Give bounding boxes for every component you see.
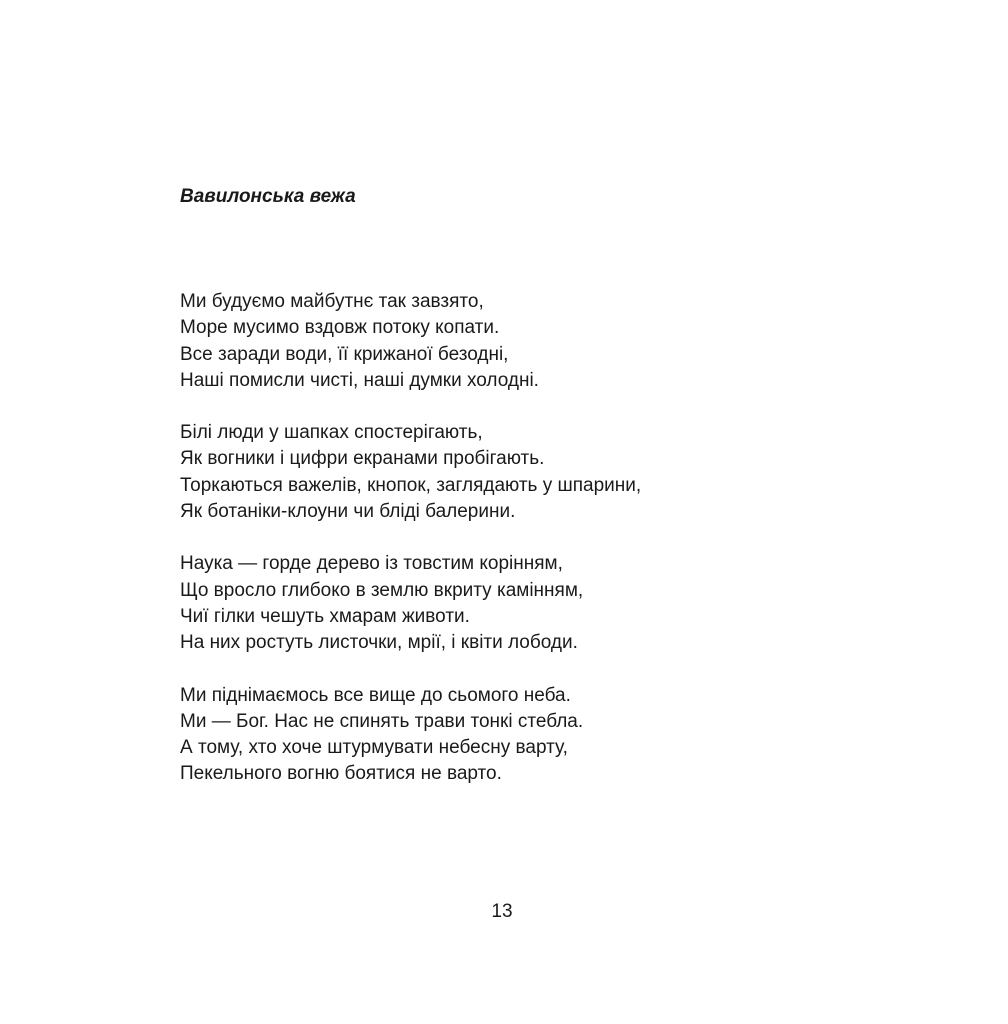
poem-line: Пекельного вогню боятися не варто. [180,763,502,785]
poem-line: На них ростуть листочки, мрії, і квіти лободи. [180,632,578,654]
poem-title: Вавилонська вежа [180,186,356,207]
poem-line: Ми піднімаємось все вище до сьомого неба. [180,684,571,706]
poem-line: Море мусимо вздовж потоку копати. [180,317,500,339]
page-number: 13 [491,901,513,922]
poem-line: Торкаються важелів, кнопок, заглядають у шпарини, [180,474,642,496]
poem-line: Ми будуємо майбутнє так завзято, [180,291,484,312]
stanza-2 [180,420,940,525]
stanza-4 [180,683,940,788]
poem-line: Ми — Бог. Нас не спинять трави тонкі стебла. [180,710,584,732]
poem-line: Чиї гілки чешуть хмарам животи. [180,605,470,627]
stanza-1 [180,289,940,394]
poem-line: Як вогники і цифри екранами пробігають. [180,448,545,470]
poem-line: А тому, хто хоче штурмувати небесну варту, [180,737,568,759]
stanza-3 [180,551,940,656]
poem-line: Як ботаніки-клоуни чи бліді балерини. [180,501,516,523]
poem-body [180,289,940,814]
poem-line: Наші помисли чисті, наші думки холодні. [180,369,539,391]
poem-line: Що вросло глибоко в землю вкриту камінням, [180,579,584,601]
poem-line: Білі люди у шапках спостерігають, [180,422,483,444]
poem-line: Все заради води, її крижаної безодні, [180,343,509,365]
poem-line: Наука — горде дерево із товстим корінням, [180,553,563,575]
